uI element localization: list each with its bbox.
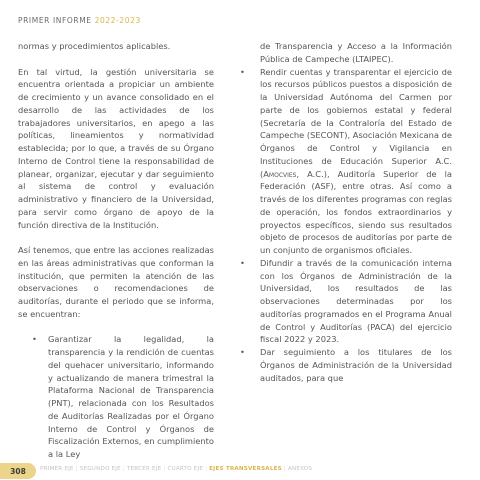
list-item-text: Rendir cuentas y transparentar el ejercicio de los recursos públicos puestos a disposición de la Universidad Autónoma del Carmen por parte de los gobiernos estatal y federal (Secretaría de la Contraloría del Estado de Campeche (SECONT), Asociación Mexicana de Órganos de Control y Vigilancia en Instituciones de Educación Superior A.C. ( [260, 66, 452, 179]
list-item: • Difundir a través de la comunicación interna con los Órganos de Administración de la Universidad, los resultados de las observaciones determinadas por los auditorías programados en el Programa Anual de Control y Auditorías (PACA) del ejercicio fiscal 2022 y 2023. [240, 257, 452, 346]
paragraph: normas y procedimientos aplicables. [18, 41, 171, 51]
nav-item-anexos[interactable]: ANEXOS [287, 466, 313, 472]
nav-separator: | [205, 466, 208, 472]
list-item: • Garantizar la legalidad, la transparencia y la rendición de cuentas del quehacer universitario, informando y actualizando de manera trimestral la Plataforma Nacional de Transparencia (PNT), relacionada con los Resultados de Auditorías Realizadas por el Órgano Interno de Control y Órganos de Fiscalización Externos, en cumplimiento a la Ley [32, 333, 214, 461]
nav-item-primer-eje[interactable]: PRIMER EJE [40, 466, 74, 472]
acronym: Amocvies [263, 168, 297, 179]
paragraph: Así tenemos, que entre las acciones realizadas en las áreas administrativas que conforman la institución, que permiten la atención de las observaciones o recomendaciones de auditorías, durante el periodo que se informa, se encuentran: [18, 245, 214, 319]
nav-separator: | [283, 466, 286, 472]
nav-item-cuarto-eje[interactable]: CUARTO EJE [167, 466, 204, 472]
paragraph: En tal virtud, la gestión universitaria se encuentra orientada a propiciar un ambiente de crecimiento y un avance consolidado en el desarrollo de las actividades de los trabajadores universitarios, en apego a las políticas, lineamientos y normatividad establecida; por lo que, a través de su Órgano Interno de Control tiene la responsabilidad de planear, organizar, ejecutar y dar seguimiento al sistema de control y evaluación administrativo y financiero de la Universidad, para servir como órgano de apoyo de la función directiva de la Institución. [18, 66, 214, 230]
list-item-continuation: de Transparencia y Acceso a la Información Pública de Campeche (LTAIPEC). [260, 41, 452, 64]
bullet-list [18, 333, 214, 461]
left-column [18, 40, 214, 461]
bullet-list [240, 40, 452, 384]
report-title: PRIMER INFORME [18, 16, 92, 25]
page-number-badge [0, 463, 36, 479]
section-nav [40, 466, 312, 472]
list-item: • Dar seguimiento a los titulares de los Órganos de Administración de la Universidad auditados, para que [240, 346, 452, 384]
nav-separator: | [122, 466, 125, 472]
nav-separator: | [163, 466, 166, 472]
nav-separator: | [75, 466, 78, 472]
page-number: 308 [10, 466, 26, 476]
nav-item-tercer-eje[interactable]: TERCER EJE [126, 466, 162, 472]
list-item-text: , A.C.), Auditoría Superior de la Federación (ASF), entre otras. Así como a través de los diferentes programas con reglas de operación, los fondos extraordinarios y proyectos específicos, siendo sus resultados objeto de procesos de auditorías por parte de un conjunto de organismos oficiales. [260, 168, 452, 255]
list-item [240, 66, 452, 257]
page-header [18, 16, 141, 25]
right-column [240, 40, 452, 384]
page-footer [0, 463, 480, 479]
nav-item-segundo-eje[interactable]: SEGUNDO EJE [79, 466, 121, 472]
nav-item-ejes-transversales[interactable]: EJES TRANSVERSALES [209, 466, 282, 472]
report-year: 2022-2023 [94, 16, 141, 25]
